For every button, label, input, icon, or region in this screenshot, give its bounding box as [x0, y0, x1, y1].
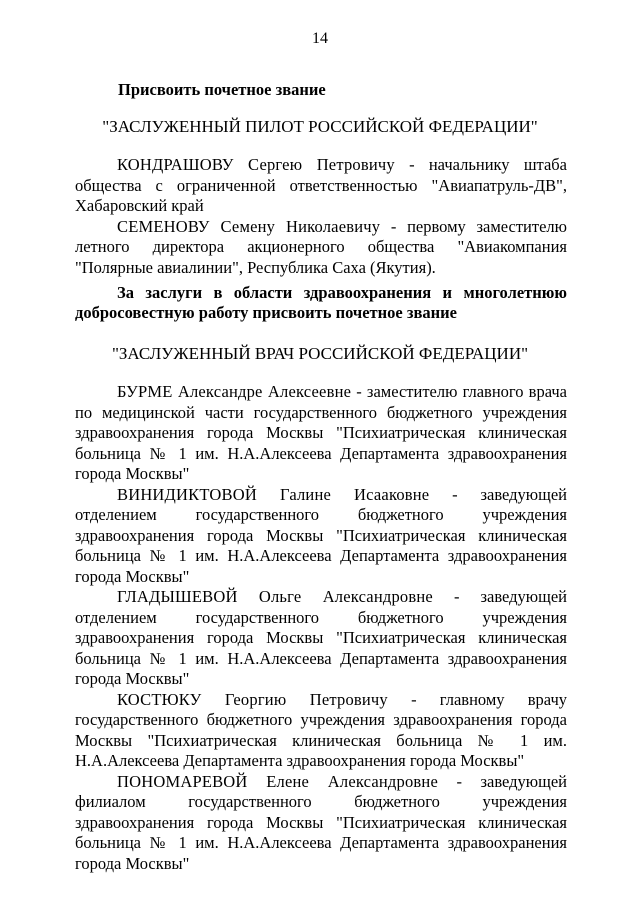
decree-lead-doctor: За заслуги в области здравоохранения и многолетнюю добросовестную работу присвоить почетное звание [75, 283, 567, 322]
awardee-entry [75, 382, 567, 485]
awardee-name: КОСТЮКУ Георгию Петровичу [117, 689, 388, 709]
awardee-description: - заведующей отделением государственного бюджетного учреждения здравоохранения города Москвы "Психиатрическая клиническая больница № 1 им. Н.А.Алексеева Департамента здравоохранения города Москвы" [75, 484, 567, 586]
awardee-description: - первому заместителю летного директора акционерного общества "Авиакомпания "Полярные авиалинии", Республика Саха (Якутия). [75, 216, 567, 277]
awardee-entry [75, 155, 567, 217]
awardee-description: - заведующей отделением государственного бюджетного учреждения здравоохранения города Москвы "Психиатрическая клиническая больница № 1 им. Н.А.Алексеева Департамента здравоохранения города Москвы" [75, 587, 567, 688]
awardee-description: - заведующей филиалом государственного бюджетного учреждения здравоохранения города Москвы "Психиатрическая клиническая больница № 1 им. Н.А.Алексеева Департамента здравоохранения города Москвы" [75, 771, 567, 873]
awardee-name: ГЛАДЫШЕВОЙ Ольге Александровне [117, 587, 433, 606]
awardee-description: - главному врачу государственного бюджетного учреждения здравоохранения города Москвы "Психиатрическая клиническая больница № 1 им. Н.А.Алексеева Департамента здравоохранения города Москвы" [75, 689, 568, 770]
awardee-entry [75, 690, 567, 772]
awardee-entry [75, 587, 567, 690]
decree-lead-pilot: Присвоить почетное звание [118, 80, 326, 99]
awardee-description: - заместителю главного врача по медицинской части государственного бюджетного учреждения здравоохранения города Москвы "Психиатрическая клиническая больница № 1 им. Н.А.Алексеева Департамента здравоохранения города Москвы" [75, 382, 568, 483]
awardee-entry [75, 772, 567, 875]
awardee-description: - начальнику штаба общества с ограниченной ответственностью "Авиапатруль-ДВ", Хабаровский край [75, 155, 567, 215]
awardee-name: КОНДРАШОВУ Сергею Петровичу [117, 155, 395, 174]
awardee-list-pilot [75, 155, 567, 278]
awardee-list-doctor [75, 382, 567, 874]
page-number: 14 [312, 30, 328, 47]
awardee-name: БУРМЕ Александре Алексеевне [117, 382, 352, 401]
awardee-name: СЕМЕНОВУ Семену Николаевичу [117, 216, 381, 236]
awardee-name: ПОНОМАРЕВОЙ Елене Александровне [117, 771, 438, 791]
awardee-entry [75, 217, 567, 279]
awardee-name: ВИНИДИКТОВОЙ Галине Исааковне [117, 484, 430, 504]
award-title-doctor: "ЗАСЛУЖЕННЫЙ ВРАЧ РОССИЙСКОЙ ФЕДЕРАЦИИ" [111, 344, 529, 363]
award-title-pilot: "ЗАСЛУЖЕННЫЙ ПИЛОТ РОССИЙСКОЙ ФЕДЕРАЦИИ" [102, 117, 538, 136]
awardee-entry [75, 485, 567, 588]
